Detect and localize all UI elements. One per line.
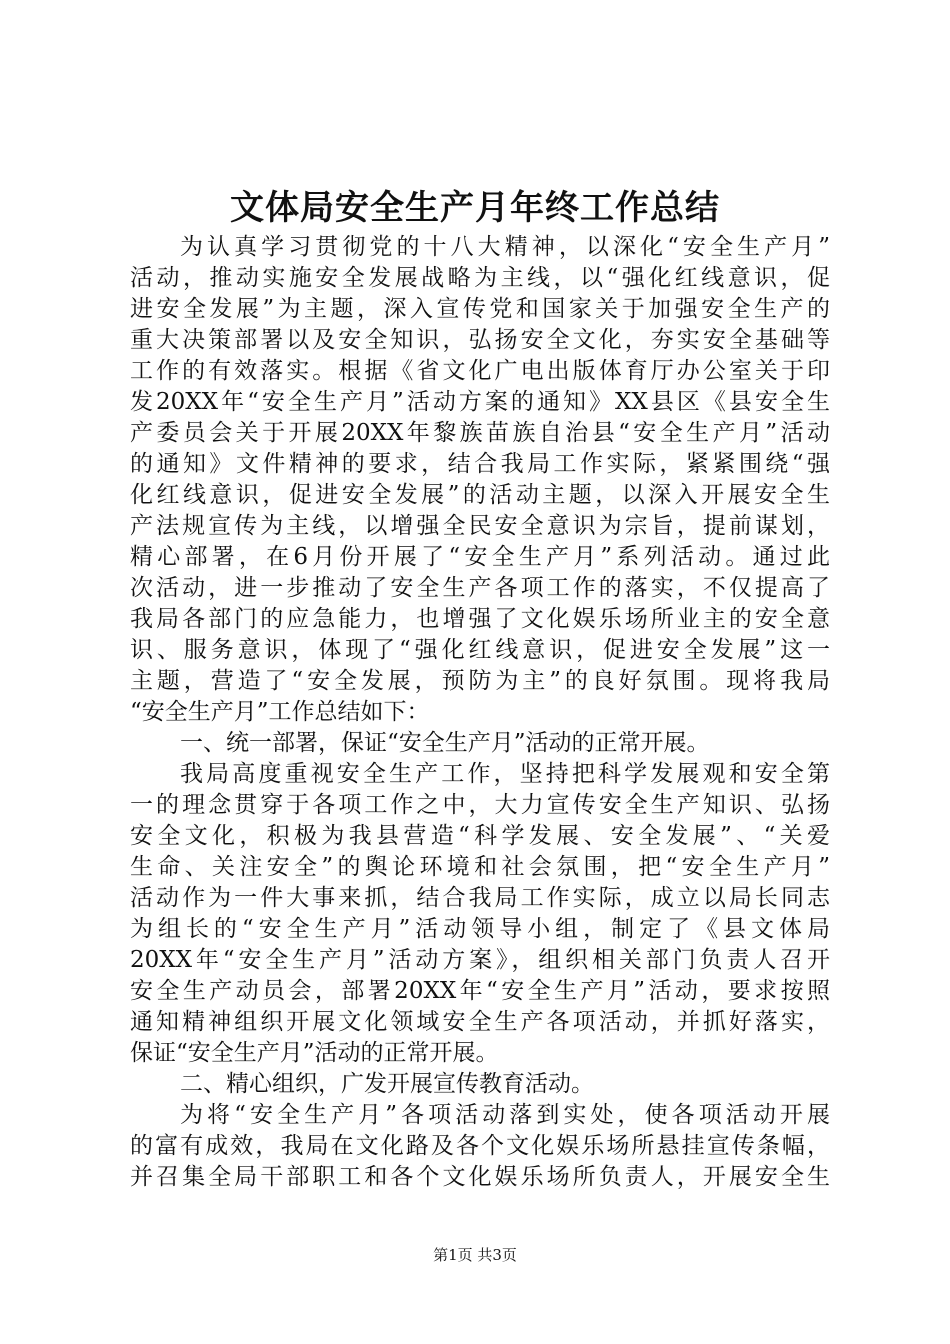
text-line: 为组长的“安全生产月”活动领导小组，制定了《县文体局: [130, 916, 830, 942]
text-line: 的富有成效，我局在文化路及各个文化娱乐场所悬挂宣传条幅，: [130, 1133, 830, 1159]
text-line: 重大决策部署以及安全知识，弘扬安全文化，夯实安全基础等: [130, 327, 830, 353]
text-line: 化红线意识，促进安全发展”的活动主题，以深入开展安全生: [130, 482, 830, 508]
text-line: “安全生产月”工作总结如下：: [130, 699, 430, 725]
text-line: 次活动，进一步推动了安全生产各项工作的落实，不仅提高了: [130, 575, 830, 601]
text-line: 20XX年“安全生产月”活动方案》，组织相关部门负责人召开: [130, 947, 830, 973]
document-title: 文体局安全生产月年终工作总结: [230, 188, 720, 228]
text-line: 发20XX年“安全生产月”活动方案的通知》XX县区《县安全生: [130, 389, 830, 415]
page-footer: 第1页 共3页: [433, 1246, 517, 1264]
text-line: 工作的有效落实。根据《省文化广电出版体育厅办公室关于印: [130, 358, 830, 384]
text-line: 的通知》文件精神的要求，结合我局工作实际，紧紧围绕“强: [130, 451, 830, 477]
text-line: 为认真学习贯彻党的十八大精神，以深化“安全生产月”: [180, 234, 830, 260]
text-line: 我局高度重视安全生产工作，坚持把科学发展观和安全第: [180, 761, 830, 787]
text-line: 活动，推动实施安全发展战略为主线，以“强化红线意识，促: [130, 265, 830, 291]
document-body: [130, 232, 830, 1193]
text-line: 活动作为一件大事来抓，结合我局工作实际，成立以局长同志: [130, 885, 830, 911]
text-line: 识、服务意识，体现了“强化红线意识，促进安全发展”这一: [130, 637, 830, 663]
text-line: 通知精神组织开展文化领域安全生产各项活动，并抓好落实，: [130, 1009, 830, 1035]
text-line: 安全生产动员会，部署20XX年“安全生产月”活动，要求按照: [130, 978, 830, 1004]
section-heading: 一、统一部署，保证“安全生产月”活动的正常开展。: [180, 730, 710, 756]
text-line: 保证“安全生产月”活动的正常开展。: [130, 1040, 499, 1066]
text-line: 一的理念贯穿于各项工作之中，大力宣传安全生产知识、弘扬: [130, 792, 830, 818]
text-line: 安全文化，积极为我县营造“科学发展、安全发展”、“关爱: [130, 823, 830, 849]
text-line: 主题，营造了“安全发展，预防为主”的良好氛围。现将我局: [130, 668, 830, 694]
section-heading: 二、精心组织，广发开展宣传教育活动。: [180, 1071, 594, 1097]
text-line: 产委员会关于开展20XX年黎族苗族自治县“安全生产月”活动: [130, 420, 830, 446]
text-line: 并召集全局干部职工和各个文化娱乐场所负责人，开展安全生: [130, 1164, 830, 1190]
text-line: 进安全发展”为主题，深入宣传党和国家关于加强安全生产的: [130, 296, 830, 322]
text-line: 生命、关注安全”的舆论环境和社会氛围，把“安全生产月”: [130, 854, 830, 880]
text-line: 精心部署，在6月份开展了“安全生产月”系列活动。通过此: [130, 544, 830, 570]
text-line: 我局各部门的应急能力，也增强了文化娱乐场所业主的安全意: [130, 606, 830, 632]
text-line: 产法规宣传为主线，以增强全民安全意识为宗旨，提前谋划，: [130, 513, 830, 539]
text-line: 为将“安全生产月”各项活动落到实处，使各项活动开展: [180, 1102, 830, 1128]
